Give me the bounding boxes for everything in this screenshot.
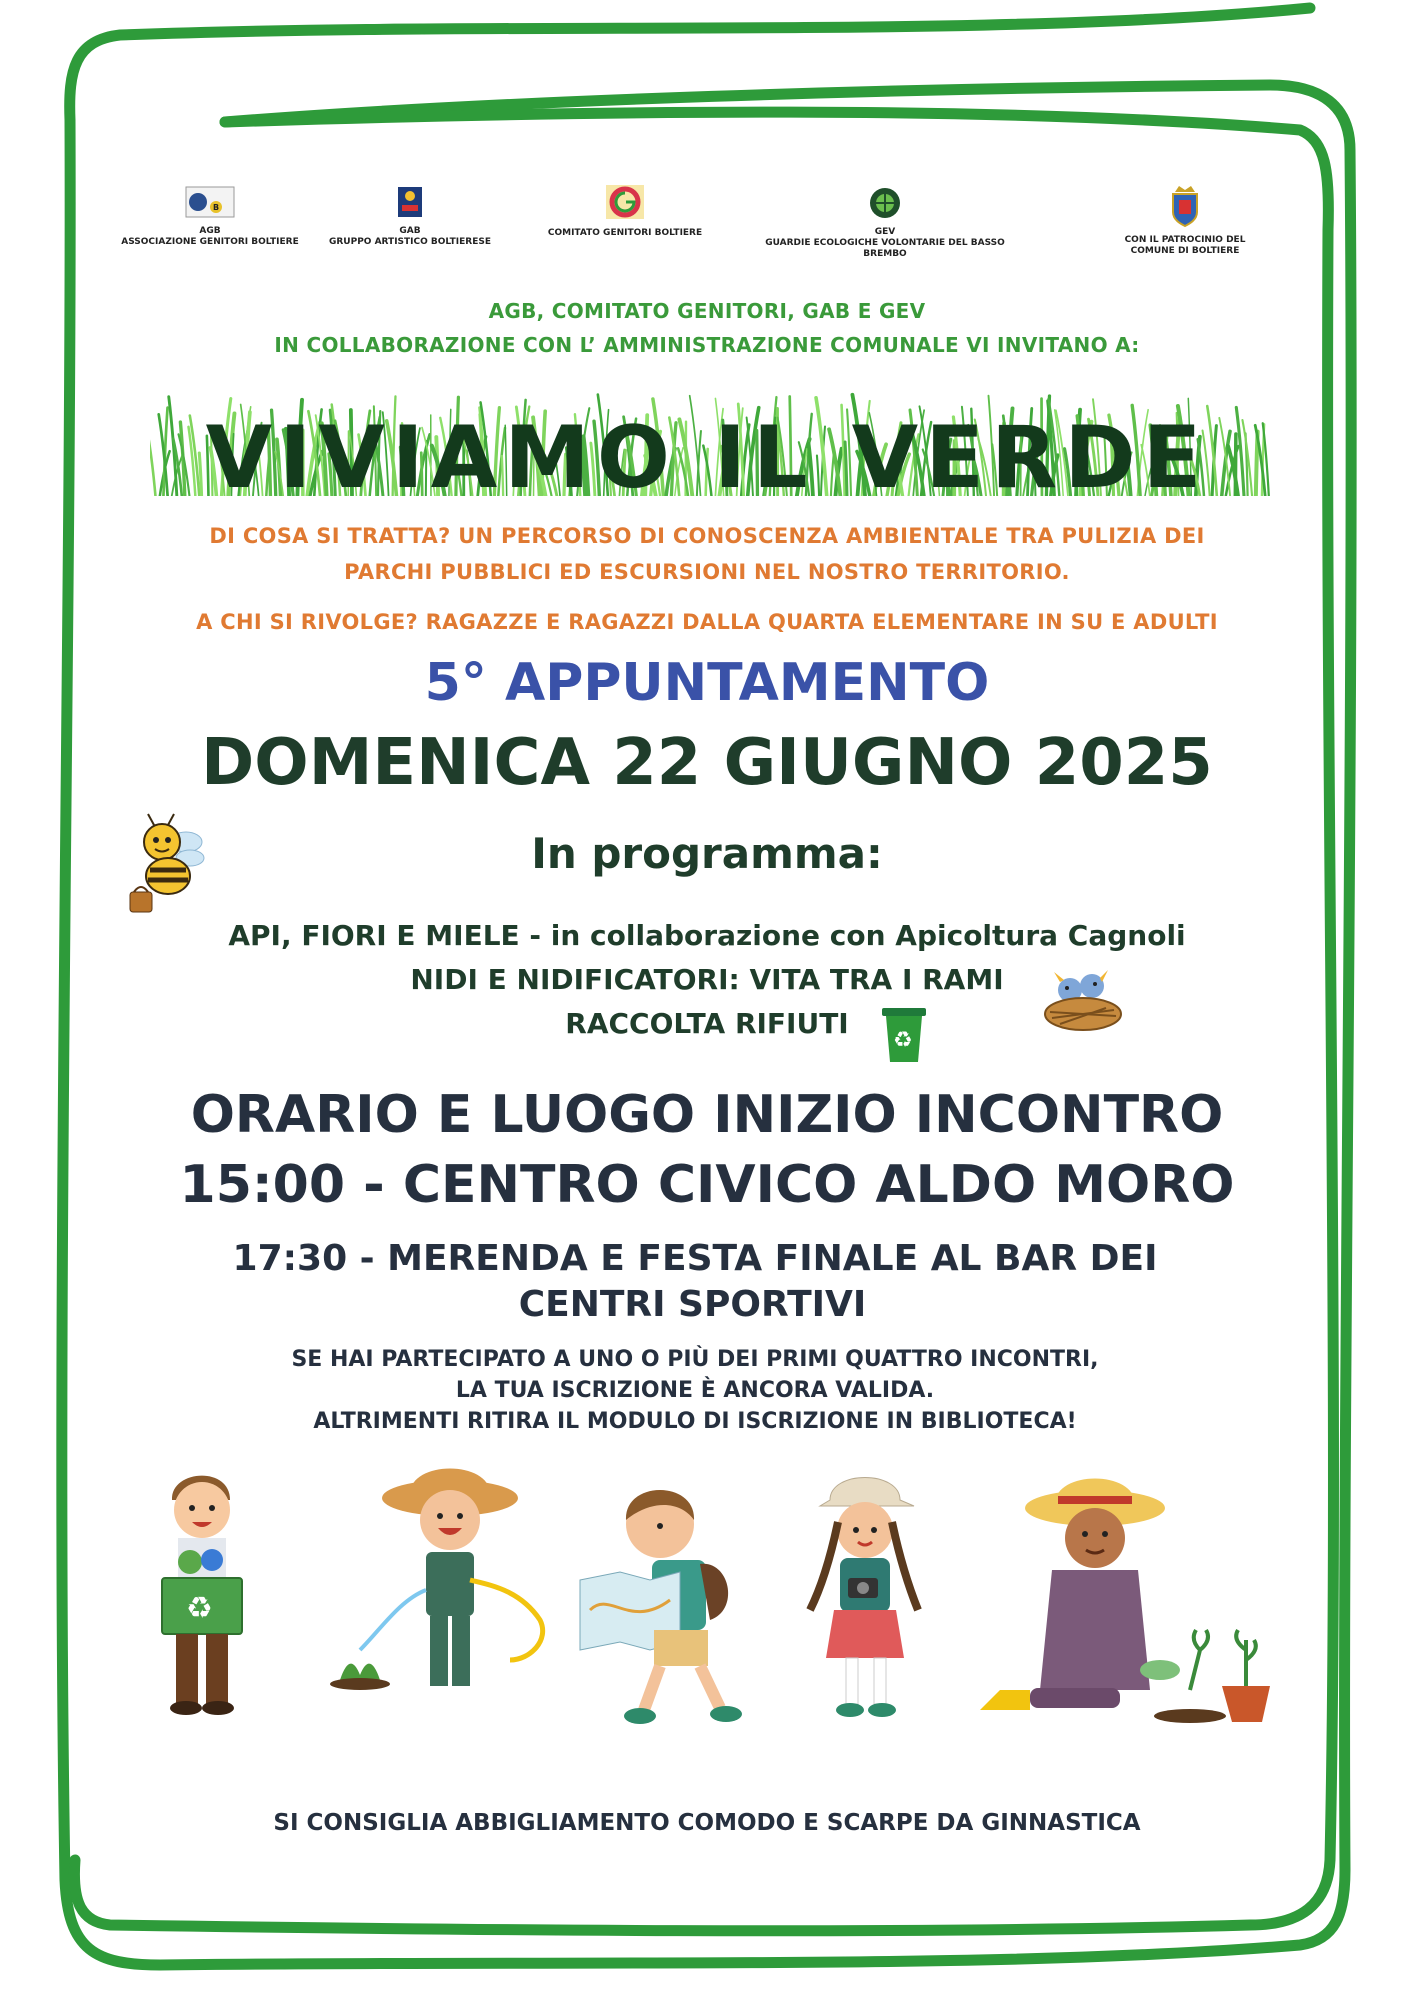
logo-gab (320, 185, 500, 248)
logo-comitato-name: COMITATO GENITORI BOLTIERE (547, 228, 703, 238)
kid-watering-icon (330, 1469, 543, 1691)
kid-map-icon (580, 1490, 742, 1724)
audience-text: A CHI SI RIVOLGE? RAGAZZE E RAGAZZI DALLA QUARTA ELEMENTARE IN SU E ADULTI (196, 610, 1218, 634)
logo-agb-abbr: AGB (199, 226, 221, 236)
logo-comune-line1: CON IL PATROCINIO DEL (1124, 235, 1246, 245)
description-line2: PARCHI PUBBLICI ED ESCURSIONI NEL NOSTRO TERRITORIO. (344, 560, 1070, 584)
logo-agb-name: ASSOCIAZIONE GENITORI BOLTIERE (121, 237, 299, 247)
svg-text:♻: ♻ (186, 1591, 213, 1626)
agb-logo-icon (184, 185, 236, 219)
merenda-block (0, 1236, 1390, 1328)
comune-crest-icon (1169, 184, 1201, 228)
logo-agb (120, 185, 300, 248)
schedule-line2: 15:00 - CENTRO CIVICO ALDO MORO (179, 1155, 1235, 1215)
bird-nest-icon (1040, 968, 1126, 1038)
event-date: DOMENICA 22 GIUGNO 2025 (201, 726, 1213, 800)
description (0, 518, 1414, 590)
kids-illustration (150, 1460, 1290, 1780)
appointment-number: 5° APPUNTAMENTO (424, 653, 990, 713)
note-line1: SE HAI PARTECIPATO A UNO O PIÙ DEI PRIMI QUATTRO INCONTRI, (291, 1347, 1099, 1372)
program-heading: In programma: (531, 829, 883, 878)
logo-gev-abbr: GEV (874, 227, 896, 237)
gev-logo-icon (868, 186, 902, 220)
logo-comune-line2: COMUNE DI BOLTIERE (1130, 246, 1240, 256)
merenda-line2: CENTRI SPORTIVI (518, 1284, 867, 1325)
note-line2: LA TUA ISCRIZIONE È ANCORA VALIDA. (455, 1378, 935, 1403)
description-line1: DI COSA SI TRATTA? UN PERCORSO DI CONOSCENZA AMBIENTALE TRA PULIZIA DEI (209, 524, 1205, 548)
intro-text (0, 294, 1414, 362)
logo-gev-name: GUARDIE ECOLOGICHE VOLONTARIE DEL BASSO BREMBO (765, 238, 1005, 259)
note-line3: ALTRIMENTI RITIRA IL MODULO DI ISCRIZIONE IN BIBLIOTECA! (313, 1409, 1077, 1434)
logo-gev (750, 186, 1020, 260)
svg-text:♻: ♻ (893, 1028, 913, 1053)
program-item-2: NIDI E NIDIFICATORI: VITA TRA I RAMI (410, 963, 1004, 996)
event-title: VIVIAMO IL VERDE (205, 408, 1209, 508)
intro-line1: AGB, COMITATO GENITORI, GAB E GEV (488, 299, 926, 323)
logo-comune (1110, 184, 1260, 257)
footer-advice: SI CONSIGLIA ABBIGLIAMENTO COMODO E SCARPE DA GINNASTICA (273, 1810, 1141, 1836)
recycle-bin-icon (880, 1004, 928, 1066)
schedule-block (0, 1080, 1414, 1220)
logo-gab-name: GRUPPO ARTISTICO BOLTIERESE (328, 237, 492, 247)
schedule-line1: ORARIO E LUOGO INIZIO INCONTRO (190, 1085, 1224, 1145)
kid-camera-icon (810, 1478, 918, 1718)
merenda-line1: 17:30 - MERENDA E FESTA FINALE AL BAR DEI (232, 1238, 1158, 1279)
kid-gardening-icon (980, 1479, 1270, 1724)
registration-notes (0, 1344, 1390, 1437)
logo-comitato (535, 183, 715, 239)
logo-gab-abbr: GAB (399, 226, 421, 236)
svg-text:B: B (213, 203, 220, 212)
kid-recycling-icon (162, 1476, 242, 1715)
program-item-1: API, FIORI E MIELE - in collaborazione con Apicoltura Cagnoli (228, 919, 1186, 952)
comitato-logo-icon (604, 183, 646, 221)
intro-line2: IN COLLABORAZIONE CON L’ AMMINISTRAZIONE COMUNALE VI INVITANO A: (274, 333, 1140, 357)
gab-logo-icon (396, 185, 424, 219)
program-item-3: RACCOLTA RIFIUTI (565, 1007, 849, 1040)
